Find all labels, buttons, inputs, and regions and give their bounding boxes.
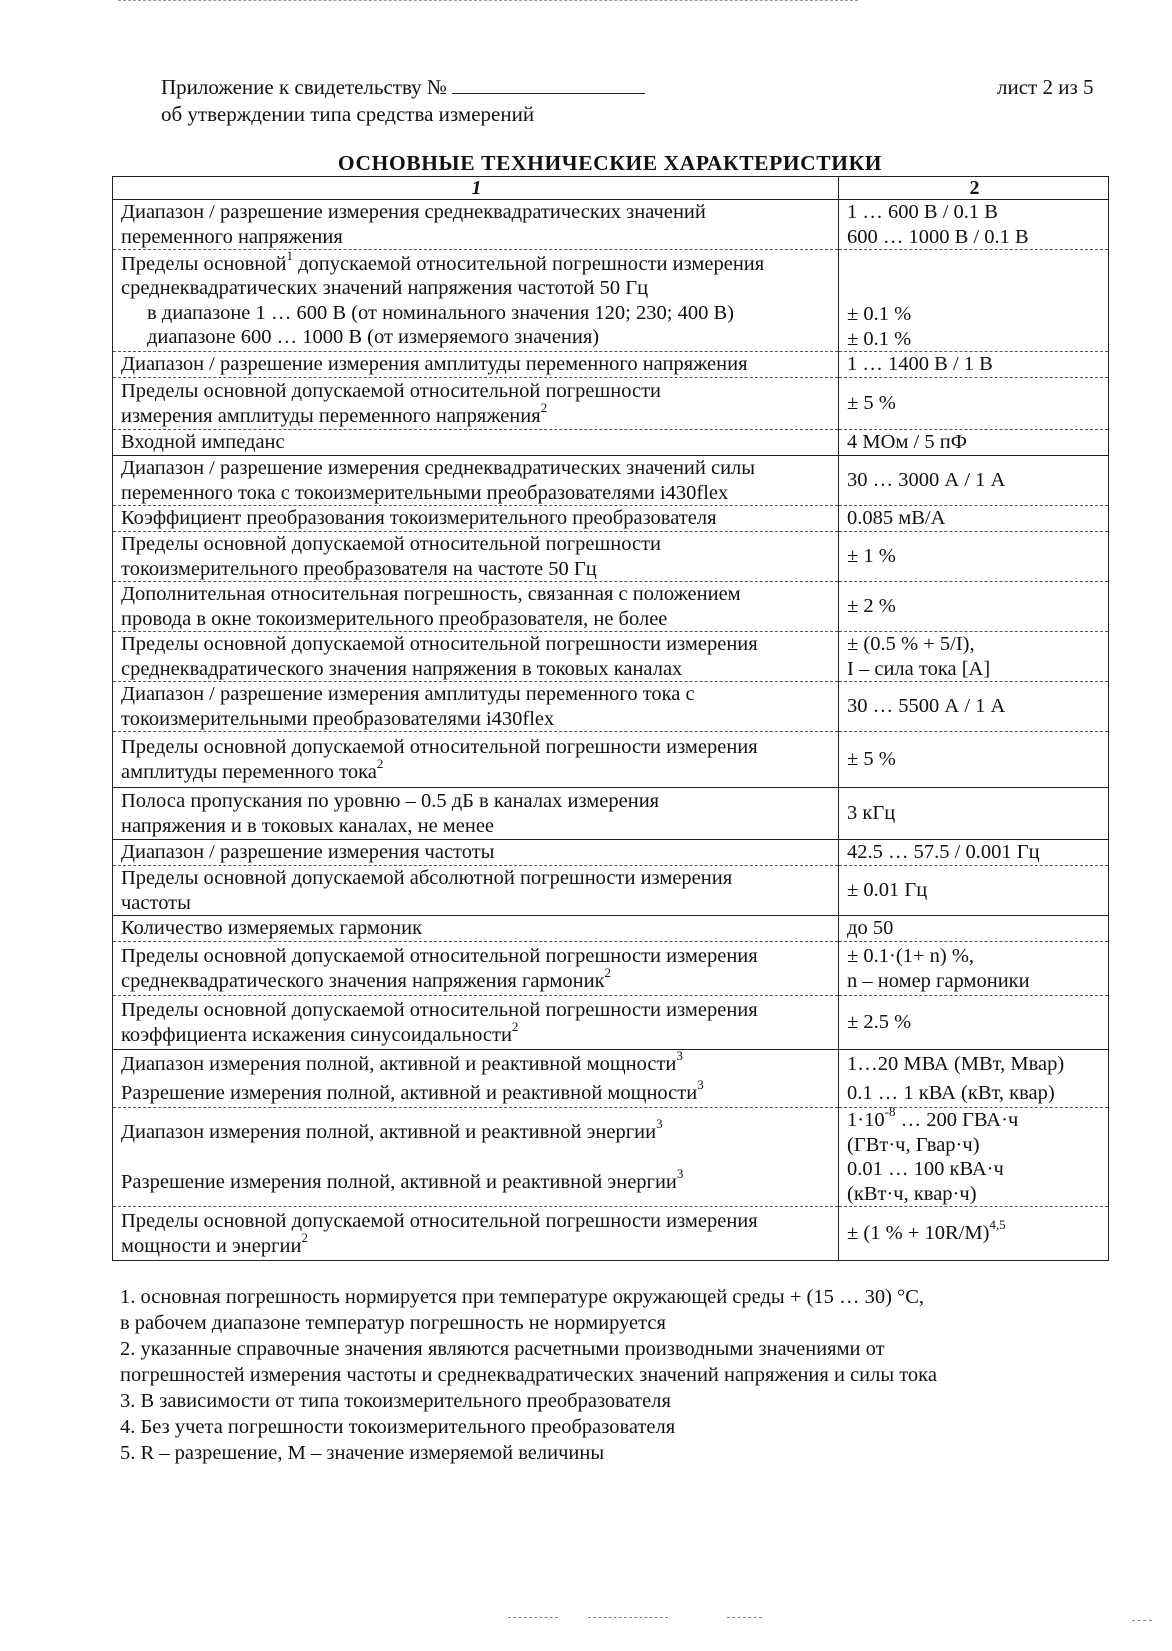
value-cell: 30 … 5500 А / 1 А	[839, 682, 1109, 732]
param-line: Пределы основной допускаемой относительной погрешности	[121, 380, 661, 402]
column-header-2: 2	[839, 177, 1109, 200]
param-line	[121, 1166, 832, 1195]
table-row	[113, 840, 1109, 866]
param-text: Диапазон измерения полной, активной и реактивной энергии	[121, 1120, 657, 1143]
param-line: переменного тока с токоизмерительными преобразователями i430flex	[121, 481, 729, 504]
param-line	[121, 1018, 832, 1048]
parameter-cell	[113, 456, 839, 506]
value-line: ± 0.1 %	[847, 327, 912, 350]
parameter-cell	[113, 378, 839, 430]
parameter-cell	[113, 866, 839, 916]
parameter-cell: Диапазон / разрешение измерения амплитуды переменного напряжения	[113, 352, 839, 378]
param-line: токоизмерительного преобразователя на частоте 50 Гц	[121, 557, 597, 580]
table-row	[113, 732, 1109, 788]
param-text: среднеквадратического значения напряжения гармоник	[121, 969, 605, 992]
param-line: Пределы основной допускаемой относительной погрешности	[121, 533, 661, 555]
param-line: переменного напряжения	[121, 225, 343, 248]
value-line: n – номер гармоники	[847, 969, 1030, 992]
column-header-1: 1	[113, 177, 839, 200]
value-cell: ± 2 %	[839, 582, 1109, 632]
param-line: токоизмерительными преобразователями i430flex	[121, 707, 555, 730]
param-text: мощности и энергии	[121, 1234, 302, 1257]
value-line: ± 0.1·(1+ n) %,	[847, 945, 975, 967]
table-row	[113, 200, 1109, 250]
footnote-ref: 2	[301, 1229, 308, 1245]
param-text: измерения амплитуды переменного напряжения	[121, 404, 541, 427]
parameter-cell: Коэффициент преобразования токоизмерительного преобразователя	[113, 506, 839, 532]
parameter-cell	[113, 200, 839, 250]
param-line: Пределы основной допускаемой относительной погрешности измерения	[121, 945, 758, 967]
appendix-label: Приложение к свидетельству №	[161, 75, 447, 99]
specifications-table	[112, 176, 1109, 1261]
value-cell: ± 0.01 Гц	[839, 866, 1109, 916]
parameter-cell	[113, 996, 839, 1050]
parameter-cell	[113, 1207, 839, 1261]
param-line: Диапазон / разрешение измерения среднеквадратических значений	[121, 201, 706, 223]
param-text: допускаемой относительной погрешности измерения	[293, 252, 765, 275]
value-line: 0.01 … 100 кВА·ч	[847, 1158, 1004, 1180]
footnote-ref: 2	[604, 964, 612, 980]
footnote-ref: 3	[676, 1166, 684, 1182]
param-line: Пределы основной допускаемой относительной погрешности измерения	[121, 999, 758, 1021]
parameter-cell	[113, 582, 839, 632]
parameter-cell	[113, 682, 839, 732]
footnote-ref: 1	[286, 247, 293, 263]
footnote-ref: 2	[511, 1018, 519, 1034]
value-cell: 30 … 3000 А / 1 А	[839, 456, 1109, 506]
param-line: Дополнительная относительная погрешность, связанная с положением	[121, 583, 741, 605]
table-row	[113, 430, 1109, 456]
table-row	[113, 1108, 1109, 1207]
table-row	[113, 506, 1109, 532]
param-line: Диапазон / разрешение измерения амплитуды переменного тока с	[121, 683, 695, 705]
footnote-ref: 4,5	[989, 1217, 1006, 1233]
certificate-number-blank	[452, 75, 645, 94]
appendix-subtitle: об утверждении типа средства измерений	[161, 102, 535, 126]
parameter-cell	[113, 1050, 839, 1108]
parameter-cell: Входной импеданс	[113, 430, 839, 456]
value-cell	[839, 1050, 1109, 1108]
param-line	[121, 247, 832, 277]
table-row	[113, 378, 1109, 430]
value-cell: ± 5 %	[839, 732, 1109, 788]
value-cell: 0.085 мВ/А	[839, 506, 1109, 532]
param-text: Разрешение измерения полной, активной и реактивной энергии	[121, 1171, 677, 1193]
certificate-appendix-line	[161, 74, 645, 101]
footnote-ref: 2	[376, 755, 384, 771]
footnote-4: 4. Без учета погрешности токоизмерительного преобразователя	[120, 1416, 676, 1438]
document-header	[161, 74, 645, 128]
value-cell: 3 кГц	[839, 788, 1109, 840]
table-row	[113, 916, 1109, 942]
parameter-cell	[113, 247, 839, 352]
footnotes	[120, 1284, 937, 1466]
value-line: I – сила тока [A]	[847, 657, 991, 680]
table-row	[113, 250, 1109, 352]
value-line: (кВт·ч, квар·ч)	[847, 1182, 977, 1205]
param-line: Пределы основной допускаемой относительной погрешности измерения	[121, 633, 758, 655]
param-text: Пределы основной	[121, 252, 287, 275]
param-line: Пределы основной допускаемой абсолютной погрешности измерения	[121, 867, 733, 889]
param-line	[121, 1229, 832, 1259]
param-line: напряжения и в токовых каналах, не менее	[121, 814, 495, 837]
value-cell	[839, 200, 1109, 250]
table-row	[113, 788, 1109, 840]
table-row	[113, 1050, 1109, 1108]
parameter-cell	[113, 942, 839, 996]
table-row	[113, 996, 1109, 1050]
value-cell	[839, 632, 1109, 682]
value-cell: ± 5 %	[839, 378, 1109, 430]
value-cell	[839, 942, 1109, 996]
param-line	[121, 755, 832, 785]
table-row	[113, 456, 1109, 506]
footnote-ref: 2	[540, 399, 548, 415]
value-text: ± (1 % + 10R/M)	[847, 1222, 990, 1245]
param-line: среднеквадратических значений напряжения частотой 50 Гц	[121, 277, 649, 299]
scan-artifact-bottom	[508, 1617, 558, 1620]
parameter-cell	[113, 632, 839, 682]
param-line: Полоса пропускания по уровню – 0.5 дБ в каналах измерения	[121, 790, 660, 812]
value-text: … 200 ГВА·ч	[895, 1109, 1019, 1131]
param-line: среднеквадратического значения напряжения в токовых каналах	[121, 657, 683, 680]
footnote-ref: 3	[676, 1048, 683, 1064]
value-line: 600 … 1000 В / 0.1 В	[847, 225, 1029, 248]
value-text: 1·10	[847, 1109, 885, 1131]
sheet-number: лист 2 из 5	[997, 75, 1094, 99]
param-line: Диапазон / разрешение измерения среднеквадратических значений силы	[121, 457, 756, 479]
footnote-ref: 3	[656, 1115, 663, 1131]
value-line: 1 … 600 В / 0.1 В	[847, 201, 998, 223]
scan-artifact-bottom	[1132, 1620, 1152, 1623]
value-cell	[839, 1207, 1109, 1261]
table-row	[113, 532, 1109, 582]
parameter-cell	[113, 532, 839, 582]
footnote-2: 2. указанные справочные значения являются расчетными производными значениями от	[120, 1338, 885, 1360]
value-cell: ± 2.5 %	[839, 996, 1109, 1050]
parameter-cell	[113, 1108, 839, 1207]
param-line: провода в окне токоизмерительного преобразователя, не более	[121, 607, 668, 630]
param-line	[121, 1048, 832, 1077]
param-line: Пределы основной допускаемой относительной погрешности измерения	[121, 736, 758, 758]
value-cell	[839, 250, 1109, 352]
param-text: коэффициента искажения синусоидальности	[121, 1023, 512, 1046]
param-line	[121, 1076, 832, 1106]
param-line	[121, 399, 832, 429]
footnote-ref: 3	[697, 1076, 704, 1092]
param-line	[121, 964, 832, 994]
param-line: частоты	[121, 891, 191, 914]
scan-artifact-bottom	[727, 1617, 762, 1620]
table-row	[113, 352, 1109, 378]
table-row	[113, 942, 1109, 996]
footnote-3: 3. В зависимости от типа токоизмерительного преобразователя	[120, 1390, 671, 1412]
value-line: ± 0.1 %	[847, 303, 912, 325]
value-line: (ГВт·ч, Гвар·ч)	[847, 1133, 980, 1156]
param-line	[121, 1115, 832, 1145]
value-line: 0.1 … 1 кВА (кВт, квар)	[847, 1081, 1055, 1104]
scan-artifact-bottom	[588, 1617, 668, 1620]
value-cell: до 50	[839, 916, 1109, 942]
footnote-2-cont: погрешностей измерения частоты и среднеквадратических значений напряжения и силы тока	[120, 1364, 937, 1386]
param-text: Разрешение измерения полной, активной и реактивной мощности	[121, 1081, 698, 1104]
parameter-cell: Диапазон / разрешение измерения частоты	[113, 840, 839, 866]
param-line: в диапазоне 1 … 600 В (от номинального значения 120; 230; 400 В)	[147, 301, 734, 324]
footnote-5: 5. R – разрешение, M – значение измеряемой величины	[120, 1442, 605, 1464]
table-header-row	[113, 177, 1109, 200]
page-title: ОСНОВНЫЕ ТЕХНИЧЕСКИЕ ХАРАКТЕРИСТИКИ	[337, 151, 883, 175]
table-row	[113, 866, 1109, 916]
table-row	[113, 582, 1109, 632]
parameter-cell	[113, 732, 839, 788]
value-line: ± (0.5 % + 5/I),	[847, 633, 975, 655]
value-cell: 42.5 … 57.5 / 0.001 Гц	[839, 840, 1109, 866]
parameter-cell: Количество измеряемых гармоник	[113, 916, 839, 942]
value-cell: ± 1 %	[839, 532, 1109, 582]
value-line	[847, 1104, 1102, 1133]
table-row	[113, 1207, 1109, 1261]
value-cell: 1 … 1400 В / 1 В	[839, 352, 1109, 378]
param-text: амплитуды переменного тока	[121, 760, 377, 783]
param-text: Диапазон измерения полной, активной и реактивной мощности	[121, 1053, 677, 1075]
table-row	[113, 632, 1109, 682]
value-cell	[839, 1104, 1109, 1207]
param-line: диапазоне 600 … 1000 В (от измеряемого значения)	[147, 326, 600, 348]
scan-artifact-top	[118, 0, 858, 3]
parameter-cell	[113, 788, 839, 840]
table-row	[113, 682, 1109, 732]
param-line: Пределы основной допускаемой относительной погрешности измерения	[121, 1210, 758, 1232]
footnote-1: 1. основная погрешность нормируется при температуре окружающей среды + (15 … 30) °С,	[120, 1286, 925, 1308]
footnote-1-cont: в рабочем диапазоне температур погрешность не нормируется	[120, 1312, 666, 1334]
exponent: -8	[884, 1104, 896, 1120]
value-line: 1…20 МВА (МВт, Мвар)	[847, 1053, 1065, 1075]
value-cell: 4 МОм / 5 пФ	[839, 430, 1109, 456]
